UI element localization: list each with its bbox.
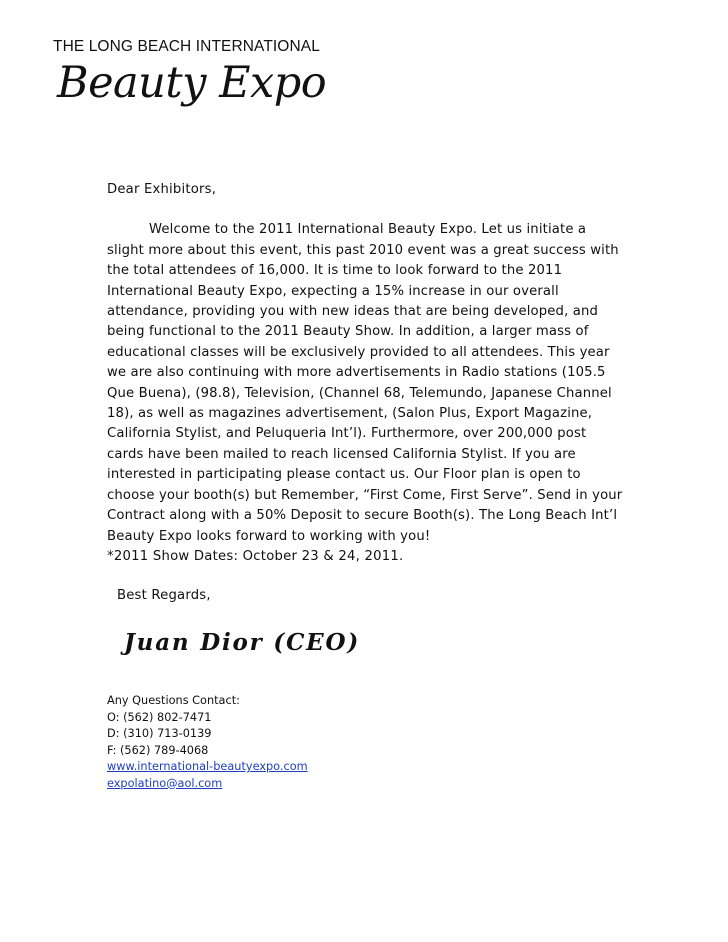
letterhead-logo-script: Beauty Expo xyxy=(57,58,327,108)
letterhead xyxy=(53,34,383,134)
contact-block xyxy=(107,693,308,792)
email-link[interactable]: expolatino@aol.com xyxy=(107,776,223,790)
website-link[interactable]: www.international-beautyexpo.com xyxy=(107,760,308,773)
direct-phone: D: (310) 713-0139 xyxy=(107,727,212,740)
greeting: Dear Exhibitors, xyxy=(107,182,217,197)
fax-number: F: (562) 789-4068 xyxy=(107,743,209,757)
signature: Juan Dior (CEO) xyxy=(124,629,361,656)
show-dates: *2011 Show Dates: October 23 & 24, 2011. xyxy=(107,548,404,564)
contact-heading: Any Questions Contact: xyxy=(107,694,240,707)
office-phone: O: (562) 802-7471 xyxy=(107,710,212,724)
letter-body xyxy=(107,180,627,567)
closing: Best Regards, xyxy=(117,588,211,603)
letterhead-org-name: THE LONG BEACH INTERNATIONAL xyxy=(53,38,320,55)
body-paragraph: Welcome to the 2011 International Beauty Expo. Let us initiate a slight more about this event, this past 2010 event was a great success with the total attendees of 16,000. It is time to look forward to the 2011 International Beauty Expo, expecting a 15% increase in our overall attendance, providing you with new ideas that are being developed, and being functional to the 2011 Beauty Show. In addition, a larger mass of educational classes will be exclusively provided to all attendees. This year we are also continuing with more advertisements in Radio stations (105.5 Que Buena), (98.8), Television, (Channel 68, Telemundo, Japanese Channel 18), as well as magazines advertisement, (Salon Plus, Export Magazine, California Stylist, and Peluqueria Int’l). Furthermore, over 200,000 post cards have been mailed to reach licensed California Stylist. If you are interested in participating please contact us. Our Floor plan is open to choose your booth(s) but Remember, “First Come, First Serve”. Send in your Contract along with a 50% Deposit to secure Booth(s). The Long Beach Int’l Beauty Expo looks forward to working with you! xyxy=(107,222,623,544)
